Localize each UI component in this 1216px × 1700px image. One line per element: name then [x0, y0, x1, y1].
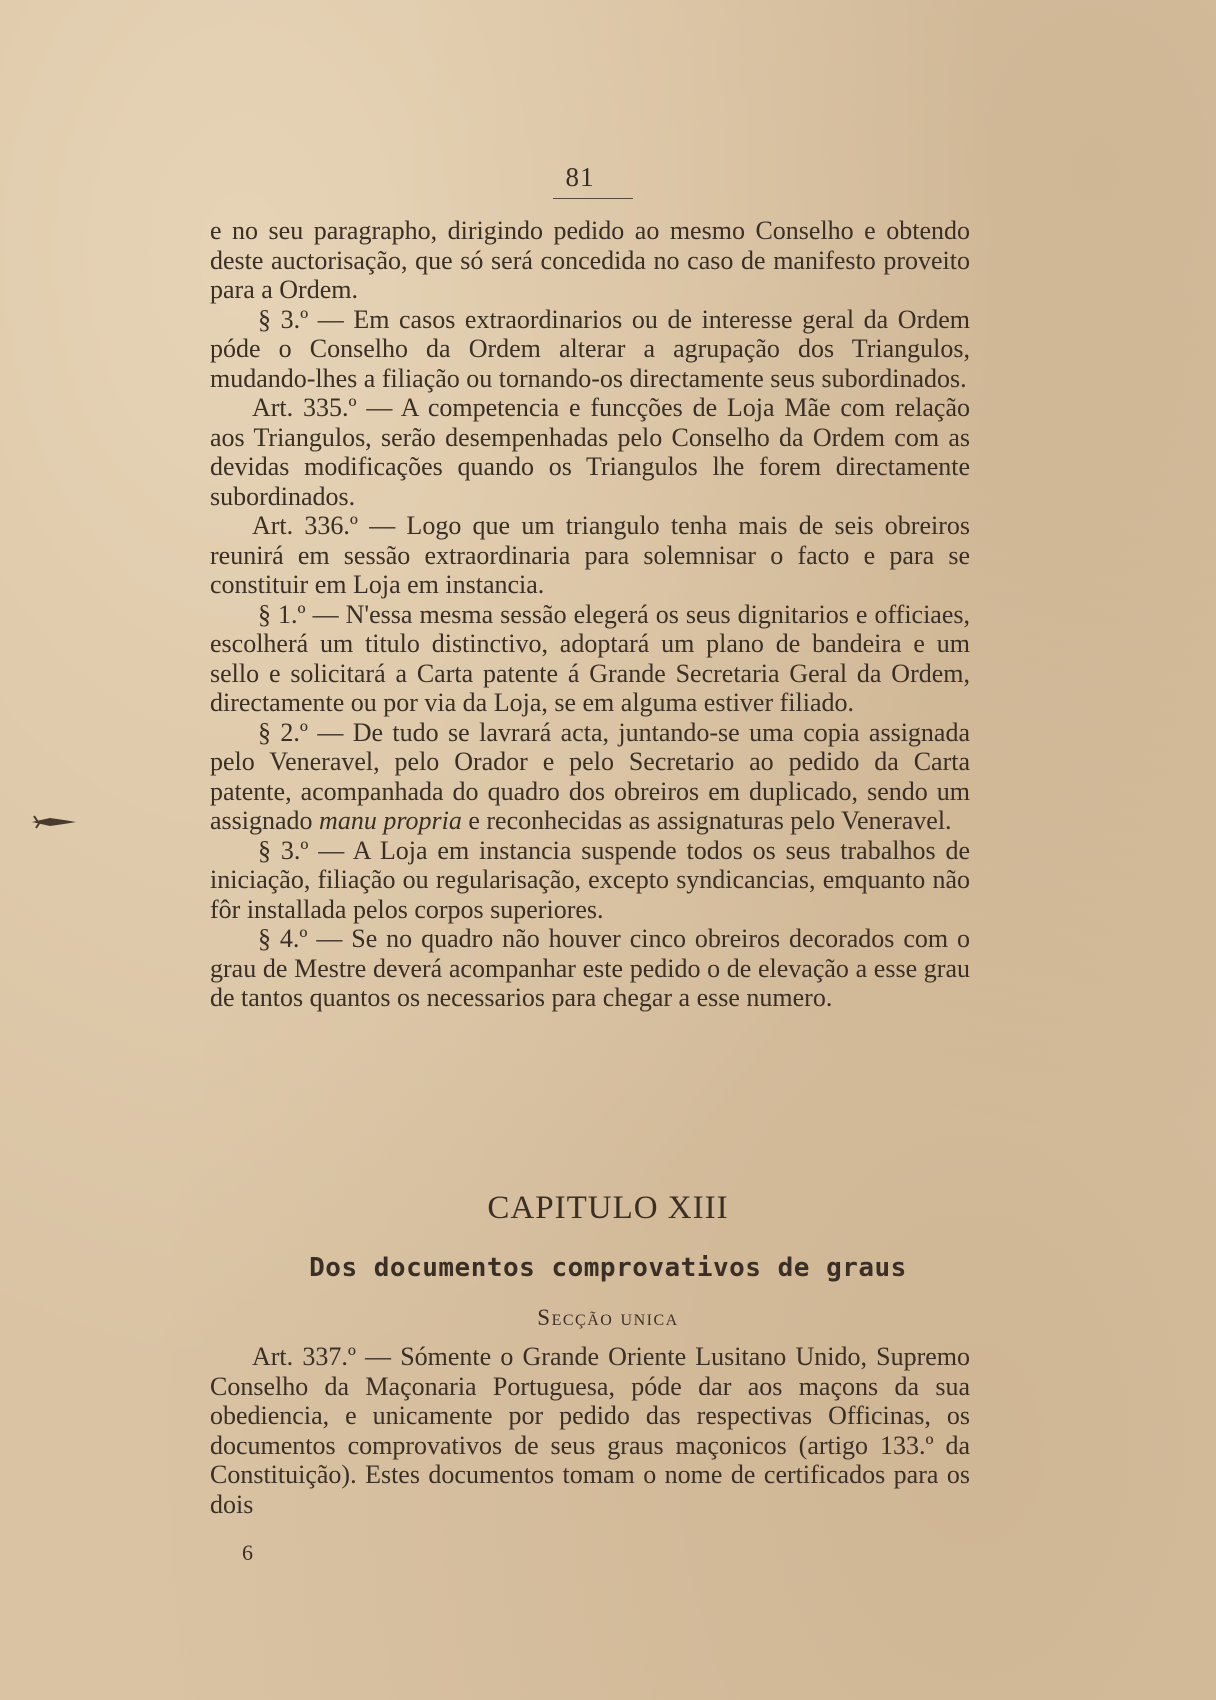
body-text-upper — [210, 216, 970, 1013]
paragraph-section-1: § 1.º — N'essa mesma sessão elegerá os seus dignitarios e officiaes, escolherá um titulo distinctivo, adoptará um plano de bandeira e um sello e solicitará a Carta patente á Grande Secretaria Geral da Ordem, directamente ou por via da Loja, se em alguma estiver filiado. — [210, 599, 970, 717]
header-rule — [553, 198, 633, 199]
paragraph-art-337: Art. 337.º — Sómente o Grande Oriente Lusitano Unido, Supremo Conselho da Maçonaria Portuguesa, póde dar aos maçons da sua obediencia, e unicamente por pedido das respectivas Officinas, os documentos comprovativos de seus graus maçonicos (artigo 133.º da Constituição). Estes documentos tomam o nome de certificados para os dois — [210, 1342, 970, 1519]
paragraph-section-2 — [210, 718, 970, 836]
section-label: Secção unica — [537, 1305, 679, 1330]
paragraph-section-3b: § 3.º — A Loja em instancia suspende todos os seus trabalhos de iniciação, filiação ou regularisação, excepto syndicancias, emquanto não fôr installada pelos corpos superiores. — [210, 835, 970, 924]
paragraph-section-4: § 4.º — Se no quadro não houver cinco obreiros decorados com o grau de Mestre deverá acompanhar este pedido o de elevação a esse grau de tantos quantos os necessarios para chegar a esse numero. — [210, 924, 970, 1012]
chapter-subtitle: Dos documentos comprovativos de graus — [309, 1253, 907, 1283]
paragraph-section-2-text: § 2.º — De tudo se lavrará acta, juntando-se uma copia assignada pelo Veneravel, pelo Orador e pelo Secretario ao pedido da Carta patente, acompanhada do quadro dos obreiros em duplicado, sendo um assignado — [210, 717, 970, 835]
page-number: 81 — [565, 162, 595, 192]
chapter-title: CAPITULO XIII — [487, 1190, 729, 1226]
latin-phrase: manu propria — [319, 806, 462, 835]
paragraph-art-335: Art. 335.º — A competencia e funcções de Loja Mãe com relação aos Triangulos, serão desempenhadas pelo Conselho da Ordem com as devidas modificações quando os Triangulos lhe forem directamente subordinados. — [210, 393, 970, 511]
paragraph-continuation: e no seu paragrapho, dirigindo pedido ao mesmo Conselho e obtendo deste auctorisação, que só será concedida no caso de manifesto proveito para a Ordem. — [210, 216, 970, 304]
pointing-hand-icon — [30, 812, 78, 832]
body-text-lower — [210, 1342, 970, 1519]
printer-signature: 6 — [242, 1540, 253, 1565]
paragraph-art-336: Art. 336.º — Logo que um triangulo tenha mais de seis obreiros reunirá em sessão extraordinaria para solemnisar o facto e para se constituir em Loja em instancia. — [210, 511, 970, 599]
paragraph-section-3: § 3.º — Em casos extraordinarios ou de interesse geral da Ordem póde o Conselho da Ordem alterar a agrupação dos Triangulos, mudando-lhes a filiação ou tornando-os directamente seus subordinados. — [210, 304, 970, 393]
paragraph-section-2-tail: e reconhecidas as assignaturas pelo Veneravel. — [461, 806, 952, 835]
